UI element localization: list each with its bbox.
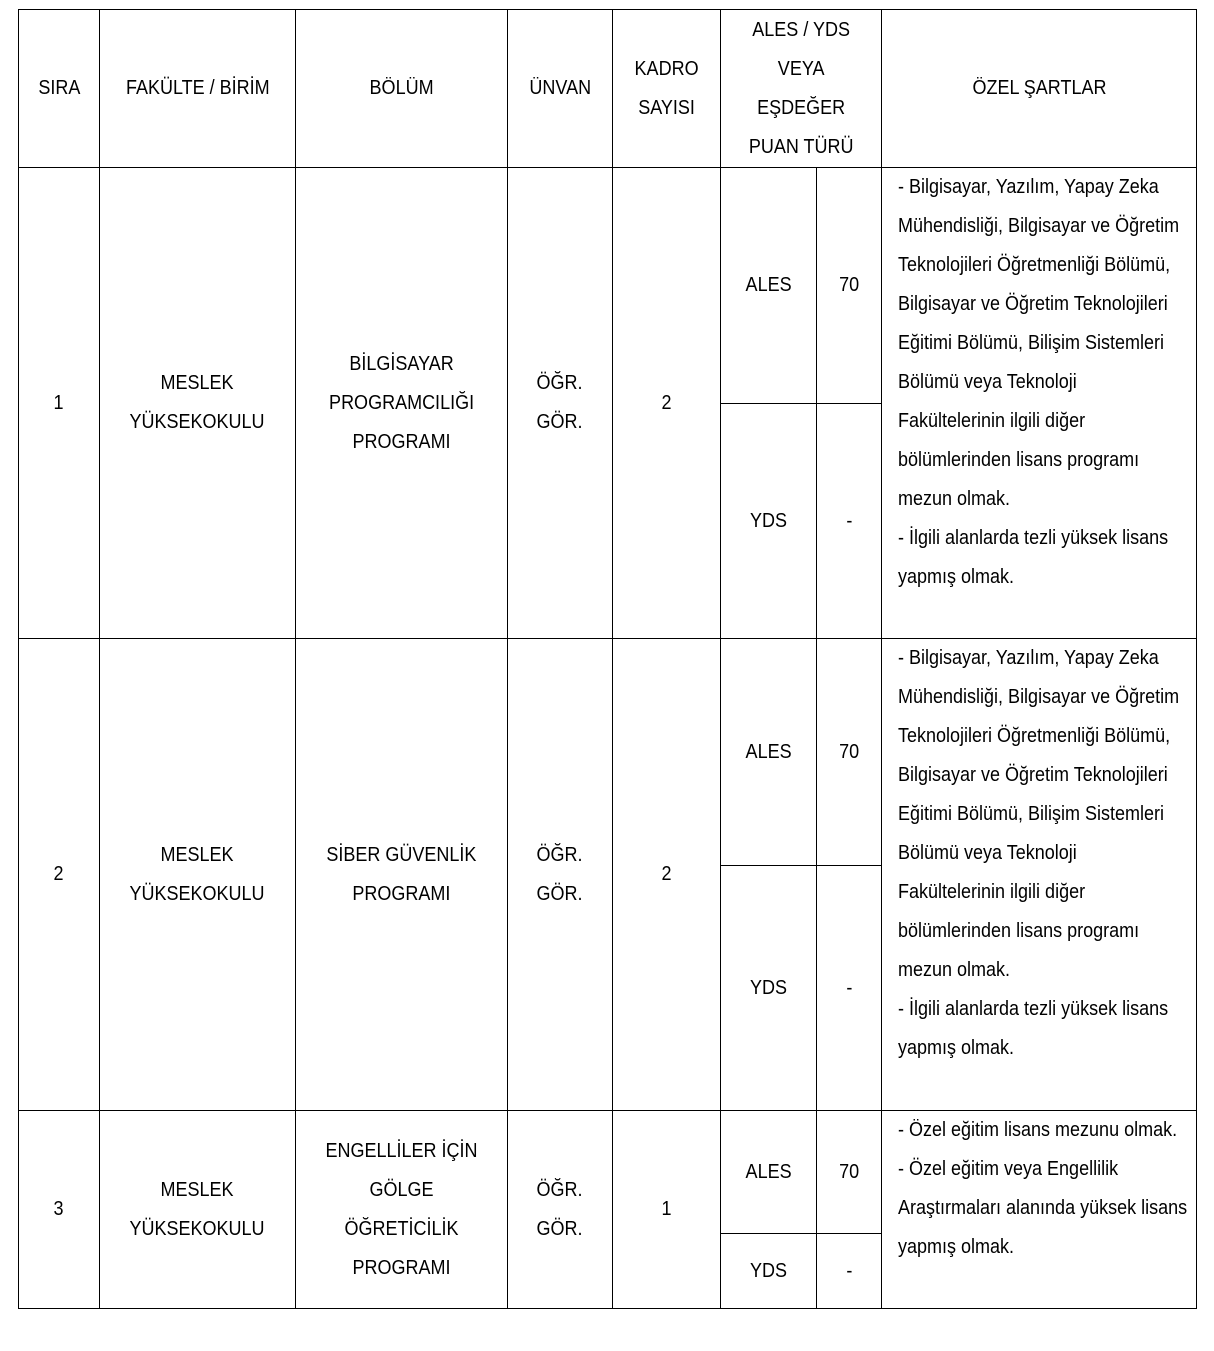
row-ozel-sartlar — [882, 1111, 1197, 1309]
row-sira: 1 — [19, 168, 100, 639]
score-value: 70 — [817, 639, 882, 866]
ozel-item: - Özel eğitim veya Engellilik Araştırmaları alanında yüksek lisans yapmış olmak. — [898, 1158, 1188, 1258]
header-row — [19, 10, 1197, 168]
score-type: YDS — [721, 404, 817, 639]
header-ozel: ÖZEL ŞARTLAR — [882, 10, 1197, 168]
header-kadro: KADRO SAYISI — [613, 10, 721, 168]
row-bolum: ENGELLİLER İÇİN GÖLGE ÖĞRETİCİLİK PROGRAMI — [296, 1111, 508, 1309]
table-row — [19, 1111, 1197, 1234]
ozel-item: - Bilgisayar, Yazılım, Yapay Zeka Mühendisliği, Bilgisayar ve Öğretim Teknolojileri Öğretmenliği Bölümü, Bilgisayar ve Öğretim Teknolojileri Eğitimi Bölümü, Bilişim Sistemleri Bölümü veya Teknoloji Fakültelerinin ilgili diğer bölümlerinden lisans programı mezun olmak. — [898, 647, 1180, 981]
score-value: 70 — [817, 1111, 882, 1234]
row-unvan: ÖĞR. GÖR. — [508, 168, 613, 639]
score-type: YDS — [721, 866, 817, 1111]
header-unvan: ÜNVAN — [508, 10, 613, 168]
header-sira: SIRA — [19, 10, 100, 168]
ozel-item: - Özel eğitim lisans mezunu olmak. — [898, 1119, 1178, 1141]
score-type: ALES — [721, 168, 817, 404]
row-bolum: SİBER GÜVENLİK PROGRAMI — [296, 639, 508, 1111]
ozel-item: - İlgili alanlarda tezli yüksek lisans yapmış olmak. — [898, 998, 1169, 1059]
score-type: ALES — [721, 639, 817, 866]
row-fakulte: MESLEK YÜKSEKOKULU — [100, 1111, 296, 1309]
score-value: - — [817, 866, 882, 1111]
row-kadro: 2 — [613, 168, 721, 639]
table-row — [19, 639, 1197, 866]
row-bolum: BİLGİSAYAR PROGRAMCILIĞI PROGRAMI — [296, 168, 508, 639]
row-sira: 3 — [19, 1111, 100, 1309]
positions-table — [18, 9, 1197, 1309]
score-value: - — [817, 404, 882, 639]
score-value: 70 — [817, 168, 882, 404]
header-fakulte: FAKÜLTE / BİRİM — [100, 10, 296, 168]
row-sira: 2 — [19, 639, 100, 1111]
score-type: YDS — [721, 1234, 817, 1309]
row-ozel-sartlar — [882, 168, 1197, 639]
score-value: - — [817, 1234, 882, 1309]
score-type: ALES — [721, 1111, 817, 1234]
row-fakulte: MESLEK YÜKSEKOKULU — [100, 168, 296, 639]
row-kadro: 1 — [613, 1111, 721, 1309]
row-ozel-sartlar — [882, 639, 1197, 1111]
row-unvan: ÖĞR. GÖR. — [508, 639, 613, 1111]
row-fakulte: MESLEK YÜKSEKOKULU — [100, 639, 296, 1111]
row-kadro: 2 — [613, 639, 721, 1111]
row-unvan: ÖĞR. GÖR. — [508, 1111, 613, 1309]
header-bolum: BÖLÜM — [296, 10, 508, 168]
ozel-item: - İlgili alanlarda tezli yüksek lisans yapmış olmak. — [898, 527, 1169, 588]
header-puan: ALES / YDS VEYA EŞDEĞER PUAN TÜRÜ — [721, 10, 882, 168]
ozel-item: - Bilgisayar, Yazılım, Yapay Zeka Mühendisliği, Bilgisayar ve Öğretim Teknolojileri Öğretmenliği Bölümü, Bilgisayar ve Öğretim Teknolojileri Eğitimi Bölümü, Bilişim Sistemleri Bölümü veya Teknoloji Fakültelerinin ilgili diğer bölümlerinden lisans programı mezun olmak. — [898, 176, 1180, 510]
table-row — [19, 168, 1197, 404]
